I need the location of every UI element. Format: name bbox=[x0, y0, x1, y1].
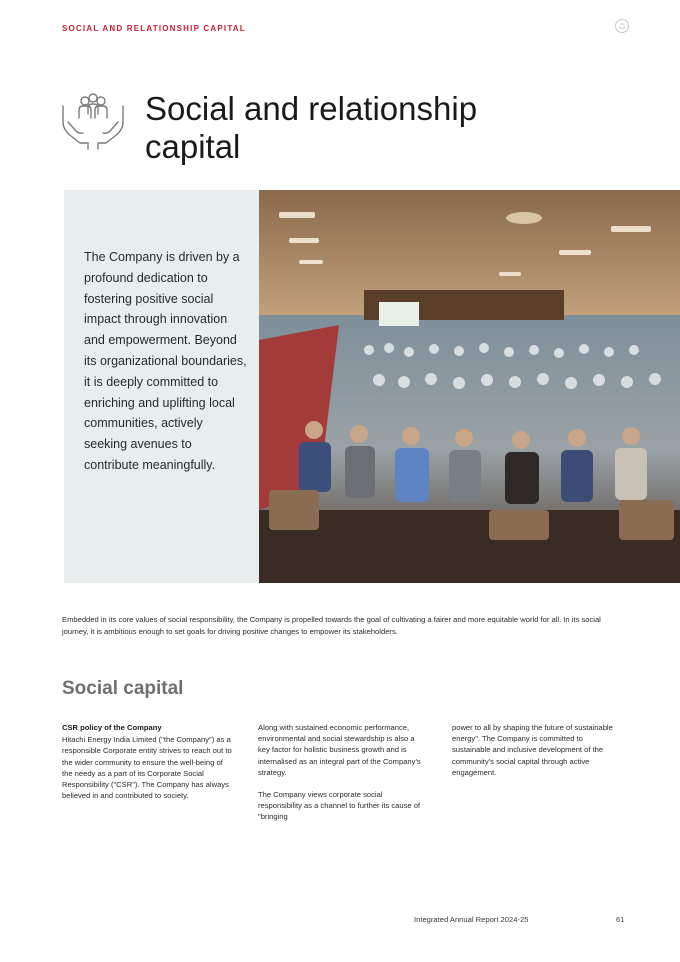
lead-paragraph: Embedded in its core values of social responsibility, the Company is propelled towards the goal of cultivating a fairer and more equitable world for all. In its social journey, it is ambitious enough to set goals for driving positive changes to empower its stakeholders. bbox=[62, 615, 601, 636]
column-2-text-a: Along with sustained economic performance, environmental and social stewardship is also a key factor for holistic business growth and is internalised as an integral part of the Company's strategy. bbox=[258, 723, 421, 777]
column-2 bbox=[258, 722, 428, 823]
column-3 bbox=[452, 722, 622, 778]
auditorium-audience-photo bbox=[259, 190, 680, 583]
page-number: 61 bbox=[616, 915, 625, 924]
section-label: SOCIAL AND RELATIONSHIP CAPITAL bbox=[62, 24, 246, 33]
page-title: Social and relationship capital bbox=[145, 90, 478, 165]
people-in-hands-icon bbox=[60, 92, 126, 150]
intro-panel bbox=[64, 190, 259, 583]
column-3-text: power to all by shaping the future of sustainable energy". The Company is committed to sustainable and inclusive development of the community's social capital through active engagement. bbox=[452, 723, 613, 777]
csr-policy-text: Hitachi Energy India Limited ("the Company") as a responsible Corporate entity strives to reach out to the wider community to ensure the well-being of the needy as a part of its Corporate Social Responsibility ("CSR"). The Company has always believed in and contributed to society. bbox=[62, 735, 232, 801]
intro-text: The Company is driven by a profound dedication to fostering positive social impact through innovation and empowerment. Beyond its organizational boundaries, it is deeply committed to enriching and uplifting local communities, actively seeking avenues to contribute meaningfully. bbox=[84, 250, 247, 472]
social-capital-heading: Social capital bbox=[62, 678, 184, 699]
hands-icon bbox=[614, 18, 630, 34]
column-1 bbox=[62, 722, 232, 801]
column-2-text-b: The Company views corporate social responsibility as a channel to further its cause of "bringing bbox=[258, 790, 421, 822]
footer-report-title: Integrated Annual Report 2024-25 bbox=[414, 915, 529, 924]
csr-policy-heading: CSR policy of the Company bbox=[62, 723, 162, 732]
